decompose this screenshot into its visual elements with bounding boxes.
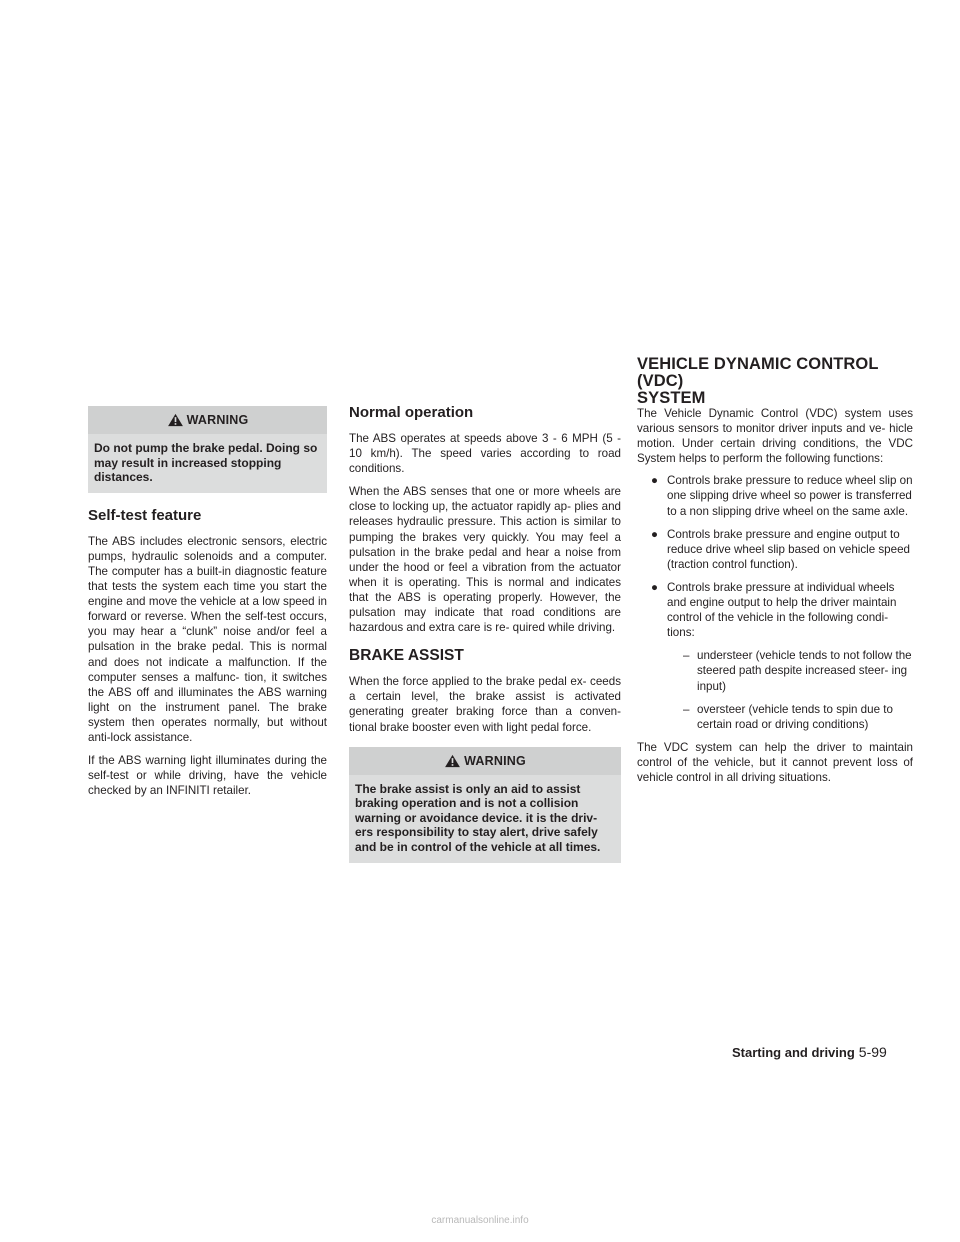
list-item: ● Controls brake pressure at individual wheels and engine output to help the driver maintain control of the vehicle in the following condi- tions: – understeer (vehicle tends to not follow the steered path despite increased steer- ing input) – oversteer (vehicle tends to spin due to certain road or driving conditions) (651, 580, 912, 731)
vdc-heading-line-2: SYSTEM (637, 389, 706, 407)
self-test-heading: Self-test feature (88, 506, 202, 524)
brake-assist-paragraph: When the force applied to the brake pedal ex- ceeds a certain level, the brake assist is activated generating greater braking force than a conven- tional brake booster even with light pedal force. (349, 675, 621, 734)
list-item: ● Controls brake pressure and engine output to reduce drive wheel slip based on vehicle speed (traction control function). (651, 527, 910, 571)
self-test-paragraph-1: The ABS includes electronic sensors, electric pumps, hydraulic solenoids and a computer. The computer has a built-in diagnostic feature that tests the system each time you start the engine and move the vehicle at a low speed in forward or reverse. When the self-test occurs, you may hear a “clunk” noise and/or feel a pulsation in the brake pedal. This is normal and does not indicate a malfunction. If the computer senses a malfunc- tion, it switches the ABS off and illuminates the ABS warning light on the instrument panel. The brake system then operates normally, but without anti-lock assistance. (88, 534, 327, 744)
warning-box-brake-pedal (88, 406, 327, 493)
vdc-heading-line-1: VEHICLE DYNAMIC CONTROL (VDC) (637, 355, 879, 390)
warning-header (88, 406, 327, 434)
dash-icon: – (683, 649, 690, 663)
page-number: 5-99 (858, 1044, 887, 1060)
normal-operation-paragraph-2: When the ABS senses that one or more wheels are close to locking up, the actuator rapidly ap- plies and releases hydraulic pressure. This action is similar to pumping the brakes very quickly. You may feel a pulsation in the brake pedal and hear a noise from under the hood or feel a vibration from the actuator when it is operating. This is normal and indicates that the ABS is operating properly. However, the pulsation may indicate that road conditions are hazardous and extra care is re- quired while driving. (349, 485, 621, 635)
brake-assist-heading: BRAKE ASSIST (349, 647, 464, 665)
list-item: – understeer (vehicle tends to not follow the steered path despite increased steer- ing input) (683, 649, 912, 693)
warning-text: The brake assist is only an aid to assist braking operation and is not a collision warning or avoidance device. it is the driv- ers responsibility to stay alert, drive safely and be in control of the vehicle at all times. (355, 781, 601, 854)
section-name: Starting and driving (732, 1045, 855, 1060)
warning-triangle-icon (167, 413, 184, 427)
watermark: carmanualsonline.info (431, 1215, 529, 1226)
warning-title: WARNING (464, 753, 526, 768)
vdc-intro-paragraph: The Vehicle Dynamic Control (VDC) system uses various sensors to monitor driver inputs and ve- hicle motion. Under certain driving conditions, the VDC System helps to perform the following functions: (637, 407, 913, 466)
dash-icon: – (683, 702, 690, 716)
warning-triangle-icon (444, 754, 461, 768)
self-test-paragraph-2: If the ABS warning light illuminates during the self-test or while driving, have the vehicle checked by an INFINITI retailer. (88, 754, 327, 798)
bullet-icon: ● (651, 474, 659, 488)
bullet-icon: ● (651, 527, 659, 541)
page-footer (732, 1044, 887, 1060)
list-item: – oversteer (vehicle tends to spin due to certain road or driving conditions) (683, 702, 893, 731)
warning-header (349, 747, 621, 775)
normal-operation-paragraph-1: The ABS operates at speeds above 3 - 6 MPH (5 - 10 km/h). The speed varies according to road conditions. (349, 432, 621, 476)
bullet-icon: ● (651, 580, 659, 594)
vdc-function-list (637, 473, 913, 731)
list-item: ● Controls brake pressure to reduce wheel slip on one slipping drive wheel so power is transferred to a non slipping drive wheel on the same axle. (651, 474, 913, 518)
condition-sublist (667, 648, 913, 731)
normal-operation-heading: Normal operation (349, 404, 474, 421)
warning-title: WARNING (186, 413, 249, 427)
left-column (88, 0, 327, 798)
right-column (637, 0, 913, 785)
vdc-closing-paragraph: The VDC system can help the driver to maintain control of the vehicle, but it cannot prevent loss of vehicle control in all driving situations. (637, 740, 913, 784)
middle-column (349, 0, 621, 863)
warning-text: Do not pump the brake pedal. Doing so may result in increased stopping distances. (94, 441, 318, 485)
warning-box-brake-assist (349, 747, 621, 863)
